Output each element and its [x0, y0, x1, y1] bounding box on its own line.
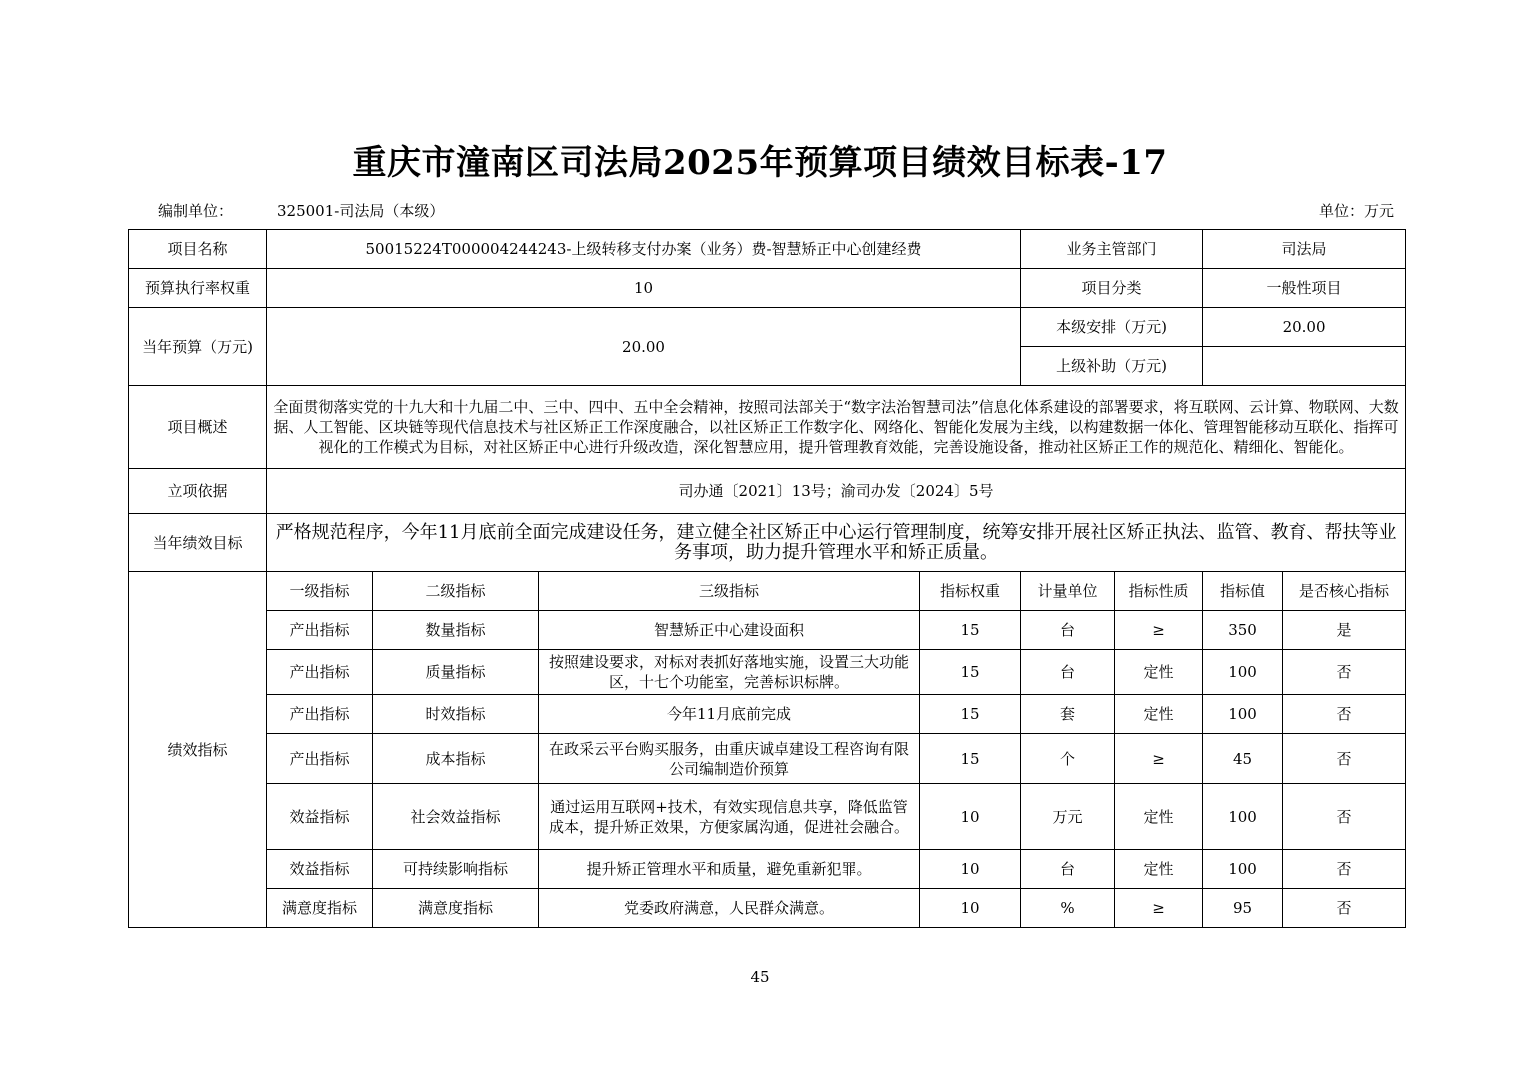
indicator-value: 350: [1203, 611, 1283, 650]
project-name-value: 50015224T000004244243-上级转移支付办案（业务）费-智慧矫正中心创建经费: [267, 230, 1021, 269]
indicator-l2: 时效指标: [373, 695, 539, 734]
indicator-value: 45: [1203, 734, 1283, 784]
indicator-l2: 可持续影响指标: [373, 850, 539, 889]
column-header: 二级指标: [373, 572, 539, 611]
indicator-core: 否: [1283, 850, 1406, 889]
column-header: 指标权重: [920, 572, 1021, 611]
indicator-core: 否: [1283, 889, 1406, 928]
overview-value: 全面贯彻落实党的十九大和十九届二中、三中、四中、五中全会精神，按照司法部关于“数字法治智慧司法”信息化体系建设的部署要求，将互联网、云计算、物联网、大数据、人工智能、区块链等现代信息技术与社区矫正工作深度融合，以社区矫正工作数字化、网络化、智能化发展为主线，以构建数据一体化、管理智能移动互联化、指挥可视化的工作模式为目标，对社区矫正中心进行升级改造，深化智慧应用，提升管理教育效能，完善设施设备，推动社区矫正工作的规范化、精细化、智能化。: [267, 386, 1406, 469]
table-row: [129, 784, 1406, 850]
project-name-label: 项目名称: [129, 230, 267, 269]
indicator-weight: 10: [920, 889, 1021, 928]
indicator-core: 是: [1283, 611, 1406, 650]
basis-label: 立项依据: [129, 469, 267, 514]
indicator-nature: 定性: [1115, 850, 1203, 889]
indicator-unit: 万元: [1021, 784, 1115, 850]
indicator-weight: 15: [920, 611, 1021, 650]
indicator-value: 100: [1203, 650, 1283, 695]
column-header: 计量单位: [1021, 572, 1115, 611]
indicator-nature: 定性: [1115, 650, 1203, 695]
indicator-l2: 成本指标: [373, 734, 539, 784]
indicator-unit: %: [1021, 889, 1115, 928]
indicator-nature: 定性: [1115, 784, 1203, 850]
currency-label: 单位：万元: [1318, 202, 1394, 220]
column-header: 指标性质: [1115, 572, 1203, 611]
indicator-weight: 15: [920, 734, 1021, 784]
indicator-unit: 台: [1021, 611, 1115, 650]
indicator-value: 100: [1203, 784, 1283, 850]
indicator-weight: 15: [920, 695, 1021, 734]
unit-value: 325001-司法局（本级）: [277, 202, 445, 220]
subsidy-label: 上级补助（万元): [1021, 347, 1203, 386]
table-row: [129, 850, 1406, 889]
indicator-l3: 提升矫正管理水平和质量，避免重新犯罪。: [539, 850, 920, 889]
indicator-value: 95: [1203, 889, 1283, 928]
indicator-l1: 效益指标: [267, 850, 373, 889]
page-number: 45: [750, 968, 770, 986]
indicator-l1: 产出指标: [267, 650, 373, 695]
indicator-unit: 台: [1021, 850, 1115, 889]
indicator-value: 100: [1203, 695, 1283, 734]
category-value: 一般性项目: [1203, 269, 1406, 308]
category-label: 项目分类: [1021, 269, 1203, 308]
indicator-l3: 按照建设要求，对标对表抓好落地实施，设置三大功能区，十七个功能室，完善标识标牌。: [539, 650, 920, 695]
indicator-l3: 在政采云平台购买服务，由重庆诚卓建设工程咨询有限公司编制造价预算: [539, 734, 920, 784]
basis-value: 司办通〔2021〕13号；渝司办发〔2024〕5号: [267, 469, 1406, 514]
local-value: 20.00: [1203, 308, 1406, 347]
indicator-core: 否: [1283, 650, 1406, 695]
overview-label: 项目概述: [129, 386, 267, 469]
subsidy-value: [1203, 347, 1406, 386]
indicator-core: 否: [1283, 695, 1406, 734]
indicator-l1: 产出指标: [267, 734, 373, 784]
dept-value: 司法局: [1203, 230, 1406, 269]
indicators-label: 绩效指标: [129, 572, 267, 928]
indicator-weight: 15: [920, 650, 1021, 695]
table-row: [129, 695, 1406, 734]
indicator-nature: 定性: [1115, 695, 1203, 734]
indicator-unit: 套: [1021, 695, 1115, 734]
indicator-nature: ≥: [1115, 734, 1203, 784]
performance-table: [128, 229, 1406, 928]
indicator-l2: 社会效益指标: [373, 784, 539, 850]
indicator-l2: 质量指标: [373, 650, 539, 695]
indicator-l3: 智慧矫正中心建设面积: [539, 611, 920, 650]
dept-label: 业务主管部门: [1021, 230, 1203, 269]
indicator-l2: 满意度指标: [373, 889, 539, 928]
indicator-core: 否: [1283, 734, 1406, 784]
indicator-l1: 效益指标: [267, 784, 373, 850]
indicator-nature: ≥: [1115, 611, 1203, 650]
column-header: 一级指标: [267, 572, 373, 611]
indicator-unit: 个: [1021, 734, 1115, 784]
indicator-l1: 产出指标: [267, 611, 373, 650]
budget-label: 当年预算（万元): [129, 308, 267, 386]
table-row: [129, 650, 1406, 695]
weight-value: 10: [267, 269, 1021, 308]
indicator-l3: 党委政府满意，人民群众满意。: [539, 889, 920, 928]
indicator-l1: 满意度指标: [267, 889, 373, 928]
goal-label: 当年绩效目标: [129, 514, 267, 572]
table-row: [129, 889, 1406, 928]
indicator-l1: 产出指标: [267, 695, 373, 734]
indicator-l2: 数量指标: [373, 611, 539, 650]
indicator-unit: 台: [1021, 650, 1115, 695]
goal-value: 严格规范程序，今年11月底前全面完成建设任务，建立健全社区矫正中心运行管理制度，统筹安排开展社区矫正执法、监管、教育、帮扶等业务事项，助力提升管理水平和矫正质量。: [267, 514, 1406, 572]
indicator-value: 100: [1203, 850, 1283, 889]
weight-label: 预算执行率权重: [129, 269, 267, 308]
page-title: 重庆市潼南区司法局2025年预算项目绩效目标表-17: [352, 143, 1168, 183]
indicator-nature: ≥: [1115, 889, 1203, 928]
table-row: [129, 611, 1406, 650]
indicator-weight: 10: [920, 850, 1021, 889]
local-label: 本级安排（万元): [1021, 308, 1203, 347]
unit-label: 编制单位：: [158, 202, 234, 220]
table-row: [129, 734, 1406, 784]
column-header: 三级指标: [539, 572, 920, 611]
column-header: 指标值: [1203, 572, 1283, 611]
indicator-core: 否: [1283, 784, 1406, 850]
budget-value: 20.00: [267, 308, 1021, 386]
indicator-l3: 通过运用互联网+技术，有效实现信息共享，降低监管成本，提升矫正效果，方便家属沟通，促进社会融合。: [539, 784, 920, 850]
indicator-weight: 10: [920, 784, 1021, 850]
column-header: 是否核心指标: [1283, 572, 1406, 611]
indicator-l3: 今年11月底前完成: [539, 695, 920, 734]
